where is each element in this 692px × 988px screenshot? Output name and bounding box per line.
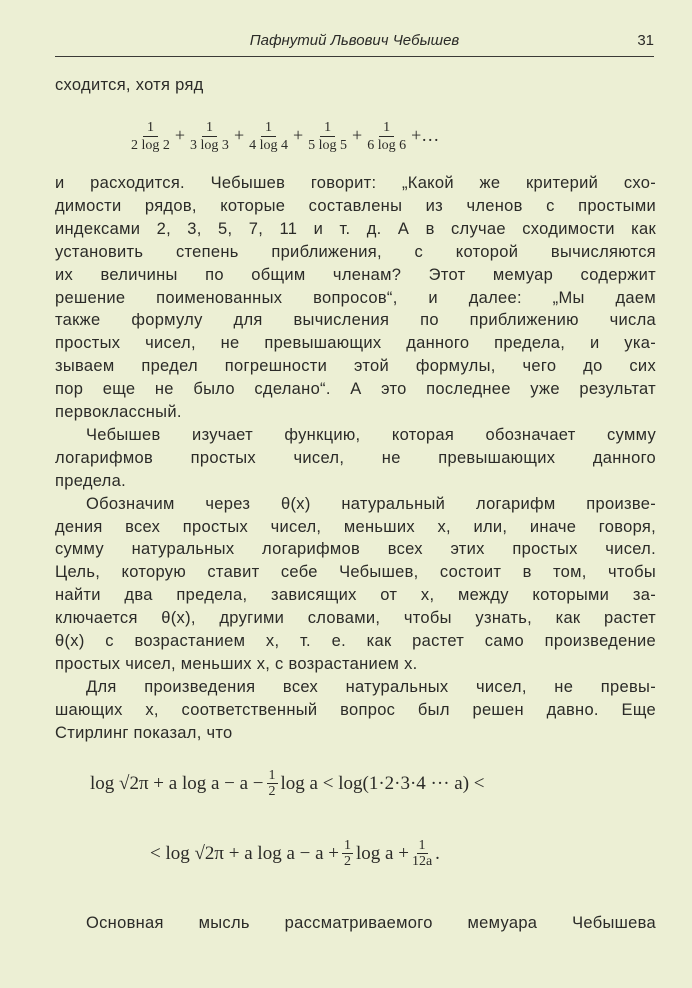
denominator: 2	[344, 854, 351, 869]
text-line: димости рядов, которые составлены из членов с простыми	[55, 196, 656, 215]
numerator: 1	[418, 838, 426, 853]
text-line: индексами 2, 3, 5, 7, 11 и т. д. А в случае сходимости как	[55, 219, 656, 238]
formula-part: log a +	[356, 843, 409, 864]
plus-sign: +	[292, 124, 304, 145]
denominator: 2 log 2	[131, 138, 170, 153]
numerator: 1	[344, 838, 351, 853]
series-term	[249, 120, 288, 154]
numerator: 1	[202, 120, 217, 137]
header-rule	[55, 56, 654, 57]
plus-sign: +	[233, 124, 245, 145]
plus-sign: +	[174, 124, 186, 145]
fraction	[342, 838, 353, 870]
text-line: предела.	[55, 471, 126, 490]
text-line: Чебышев изучает функцию, которая обозначает сумму	[86, 425, 656, 444]
text-line: простых чисел, не превышающих данного предела, и ука-	[55, 334, 656, 353]
numerator: 1	[379, 120, 394, 137]
series-formula	[128, 120, 441, 154]
numerator: 1	[268, 768, 276, 783]
stirling-formula-line-1	[90, 768, 485, 800]
text-line: найти два предела, зависящих от x, между которыми за-	[55, 586, 656, 605]
text-line: пор еще не было сделано“. А это последнее уже результат	[55, 380, 656, 399]
text-line: и расходится. Чебышев говорит: „Какой же критерий схо-	[55, 174, 656, 192]
denominator: 4 log 4	[249, 138, 288, 153]
intro-line: сходится, хотя ряд	[55, 76, 204, 94]
plus-sign: +	[352, 124, 363, 145]
text-line: также формулу для вычисления по приближению числа	[55, 311, 656, 330]
stirling-formula-line-2	[150, 838, 440, 870]
formula-part: < log √2π + a log a − a +	[150, 843, 339, 864]
text-line: сумму натуральных логарифмов всех этих простых чисел.	[55, 540, 656, 559]
text-line: логарифмов простых чисел, не превышающих данного	[55, 448, 656, 467]
series-term	[367, 120, 406, 154]
text-line: Обозначим через θ(x) натуральный логарифм произве-	[86, 494, 656, 513]
text-line: шающих x, соответственный вопрос был решен давно. Еще	[55, 700, 656, 719]
denominator: 3 log 3	[190, 138, 229, 153]
series-term	[131, 120, 170, 154]
text-line: ключается θ(x), другими словами, чтобы узнать, как растет	[55, 609, 656, 628]
text-line: Цель, которую ставит себе Чебышев, состоит в том, чтобы	[55, 563, 656, 582]
page-number: 31	[637, 32, 654, 49]
numerator: 1	[143, 120, 158, 137]
denominator: 2	[268, 784, 276, 799]
formula-part: .	[435, 843, 440, 864]
header-title: Пафнутий Львович Чебышев	[249, 32, 460, 49]
text-line: установить степень приближения, с которой вычисляются	[55, 242, 656, 261]
series-term	[190, 120, 229, 154]
text-line: их величины по общим членам? Этот мемуар содержит	[55, 265, 656, 284]
text-line: первоклассный.	[55, 403, 182, 421]
numerator: 1	[261, 120, 276, 137]
text-line: дения всех простых чисел, меньших x, или, иначе говоря,	[55, 517, 656, 536]
text-line: простых чисел, меньших x, с возрастанием x.	[55, 654, 418, 673]
text-line: Стирлинг показал, что	[55, 723, 233, 742]
fraction	[412, 838, 432, 870]
denominator: 12a	[411, 854, 433, 869]
denominator: 6 log 6	[367, 138, 407, 153]
denominator: 5 log 5	[308, 138, 348, 153]
text-line: решение поименованных вопросов“, и далее: „Мы даем	[55, 288, 656, 307]
fraction	[267, 768, 278, 800]
text-line: θ(x) с возрастанием x, т. е. как растет само произведение	[55, 632, 656, 650]
text-line: Для произведения всех натуральных чисел, не превы-	[86, 677, 656, 696]
numerator: 1	[320, 120, 335, 137]
text-line: зываем предел погрешности этой формулы, чего до сих	[55, 357, 656, 376]
series-tail: +…	[411, 124, 440, 145]
formula-part: log √2π + a log a − a −	[90, 773, 264, 794]
last-line: Основная мысль рассматриваемого мемуара Чебышева	[86, 914, 656, 932]
running-header	[55, 30, 654, 56]
formula-part: log a < log(1·2·3·4 ··· a) <	[280, 773, 485, 794]
series-term	[308, 120, 347, 154]
